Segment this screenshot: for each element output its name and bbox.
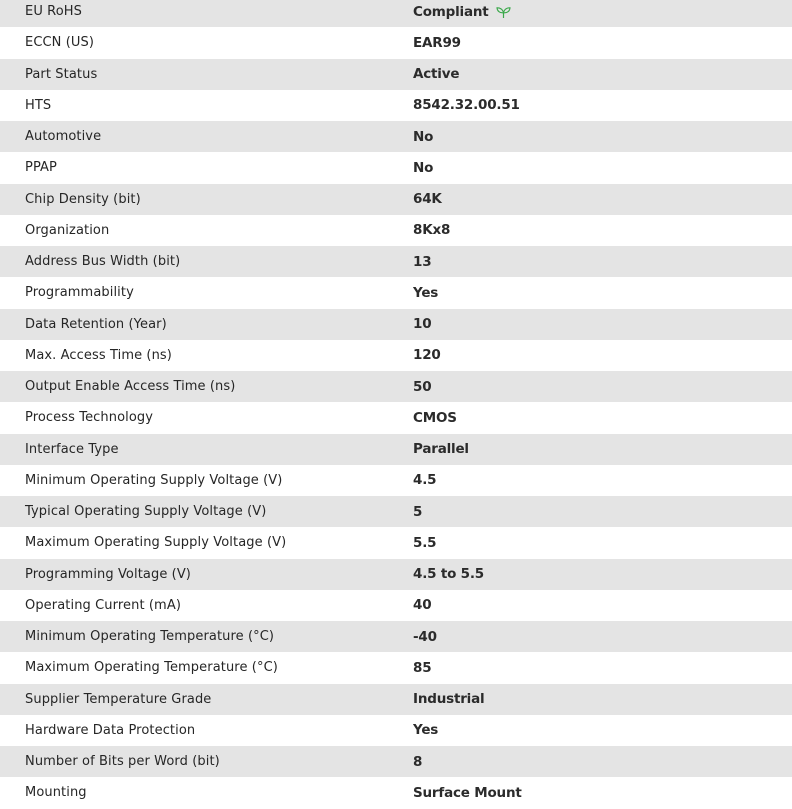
table-row <box>0 684 792 715</box>
spec-value-wrap <box>413 347 441 363</box>
spec-value-wrap <box>413 504 422 520</box>
spec-name: Data Retention (Year) <box>25 316 167 332</box>
spec-name: Maximum Operating Supply Voltage (V) <box>25 535 287 551</box>
spec-name: Programming Voltage (V) <box>25 566 191 582</box>
spec-value-cell <box>413 27 792 58</box>
table-row <box>0 246 792 277</box>
spec-value-cell <box>413 59 792 90</box>
spec-value-cell <box>413 90 792 121</box>
table-row <box>0 27 792 58</box>
spec-value: 64K <box>413 191 442 208</box>
table-row <box>0 277 792 308</box>
spec-name: Output Enable Access Time (ns) <box>25 379 236 395</box>
spec-name: Interface Type <box>25 441 119 457</box>
spec-value: -40 <box>413 628 437 645</box>
table-row <box>0 121 792 152</box>
table-row <box>0 184 792 215</box>
spec-value-cell <box>413 465 792 496</box>
spec-value: 85 <box>413 659 432 676</box>
spec-value-cell <box>413 184 792 215</box>
spec-value-cell <box>413 746 792 777</box>
spec-value-wrap <box>413 4 511 20</box>
spec-name: Programmability <box>25 285 134 301</box>
spec-value-cell <box>413 559 792 590</box>
spec-value-cell <box>413 434 792 465</box>
spec-value-cell <box>413 777 792 808</box>
table-row <box>0 309 792 340</box>
spec-value: 4.5 to 5.5 <box>413 566 484 583</box>
spec-name: Typical Operating Supply Voltage (V) <box>25 504 267 520</box>
spec-value: Yes <box>413 284 439 301</box>
spec-value-wrap <box>413 441 469 457</box>
spec-name: Automotive <box>25 129 102 145</box>
table-row <box>0 777 792 808</box>
table-row <box>0 59 792 90</box>
spec-value-wrap <box>413 191 442 207</box>
spec-value: No <box>413 128 434 145</box>
table-row <box>0 590 792 621</box>
spec-value-wrap <box>413 566 484 582</box>
table-row <box>0 559 792 590</box>
spec-value-wrap <box>413 129 433 145</box>
spec-value: Compliant <box>413 3 489 20</box>
spec-value-wrap <box>413 66 459 82</box>
spec-value: 5.5 <box>413 534 437 551</box>
spec-value-wrap <box>413 660 431 676</box>
spec-value: 8 <box>413 753 423 770</box>
spec-value-cell <box>413 277 792 308</box>
spec-name: Maximum Operating Temperature (°C) <box>25 660 278 676</box>
spec-value-cell <box>413 215 792 246</box>
table-row <box>0 527 792 558</box>
table-row <box>0 215 792 246</box>
spec-value: EAR99 <box>413 34 461 51</box>
spec-value-cell <box>413 402 792 433</box>
spec-value-cell <box>413 0 792 27</box>
spec-value-wrap <box>413 97 520 113</box>
spec-value-cell <box>413 590 792 621</box>
spec-name: Process Technology <box>25 410 154 426</box>
spec-value: 10 <box>413 316 432 333</box>
spec-name: PPAP <box>25 160 57 176</box>
spec-value-wrap <box>413 316 431 332</box>
spec-value-cell <box>413 496 792 527</box>
spec-value-wrap <box>413 472 436 488</box>
leaf-icon <box>496 6 511 19</box>
spec-value-cell <box>413 371 792 402</box>
table-row <box>0 496 792 527</box>
spec-name: Hardware Data Protection <box>25 722 196 738</box>
spec-value-wrap <box>413 379 431 395</box>
spec-value-cell <box>413 684 792 715</box>
spec-name: Operating Current (mA) <box>25 597 181 613</box>
spec-value-wrap <box>413 691 484 707</box>
table-row <box>0 434 792 465</box>
spec-value: Yes <box>413 722 439 739</box>
spec-name: Part Status <box>25 66 98 82</box>
spec-value-cell <box>413 715 792 746</box>
spec-name: ECCN (US) <box>25 35 95 51</box>
spec-value: 8Kx8 <box>413 222 451 239</box>
spec-value: Industrial <box>413 691 485 708</box>
spec-value: Active <box>413 66 460 83</box>
spec-name: Minimum Operating Temperature (°C) <box>25 629 275 645</box>
spec-value-wrap <box>413 160 433 176</box>
spec-value: 50 <box>413 378 432 395</box>
spec-name: Chip Density (bit) <box>25 191 141 207</box>
table-row <box>0 371 792 402</box>
spec-value-wrap <box>413 754 422 770</box>
spec-value-cell <box>413 527 792 558</box>
spec-value-cell <box>413 340 792 371</box>
spec-value-cell <box>413 309 792 340</box>
spec-name: Max. Access Time (ns) <box>25 347 172 363</box>
table-row <box>0 152 792 183</box>
spec-value-cell <box>413 621 792 652</box>
spec-value-cell <box>413 152 792 183</box>
spec-value: CMOS <box>413 409 457 426</box>
table-row <box>0 746 792 777</box>
spec-value-wrap <box>413 285 438 301</box>
table-row <box>0 465 792 496</box>
spec-value-wrap <box>413 535 436 551</box>
spec-value-cell <box>413 652 792 683</box>
spec-name: EU RoHS <box>25 4 82 20</box>
spec-value: 8542.32.00.51 <box>413 97 520 114</box>
table-row <box>0 340 792 371</box>
table-row <box>0 90 792 121</box>
spec-value-wrap <box>413 597 431 613</box>
spec-value-wrap <box>413 35 461 51</box>
spec-name: Minimum Operating Supply Voltage (V) <box>25 472 283 488</box>
spec-name: HTS <box>25 97 52 113</box>
spec-name: Supplier Temperature Grade <box>25 691 212 707</box>
spec-name: Number of Bits per Word (bit) <box>25 754 220 770</box>
table-row <box>0 715 792 746</box>
spec-value: 13 <box>413 253 432 270</box>
spec-value: Surface Mount <box>413 784 522 801</box>
table-row <box>0 621 792 652</box>
spec-value: No <box>413 159 434 176</box>
table-row <box>0 0 792 27</box>
spec-value-wrap <box>413 785 522 801</box>
spec-value-wrap <box>413 410 457 426</box>
spec-value-cell <box>413 121 792 152</box>
spec-name: Mounting <box>25 785 87 801</box>
table-row <box>0 652 792 683</box>
spec-value: Parallel <box>413 441 469 458</box>
spec-name: Address Bus Width (bit) <box>25 254 181 270</box>
spec-value: 4.5 <box>413 472 437 489</box>
spec-value-wrap <box>413 629 437 645</box>
spec-value: 5 <box>413 503 423 520</box>
spec-value: 40 <box>413 597 432 614</box>
spec-value-wrap <box>413 254 431 270</box>
spec-value-wrap <box>413 722 438 738</box>
spec-value-wrap <box>413 222 450 238</box>
spec-value: 120 <box>413 347 441 364</box>
spec-value-cell <box>413 246 792 277</box>
spec-name: Organization <box>25 222 110 238</box>
table-row <box>0 402 792 433</box>
